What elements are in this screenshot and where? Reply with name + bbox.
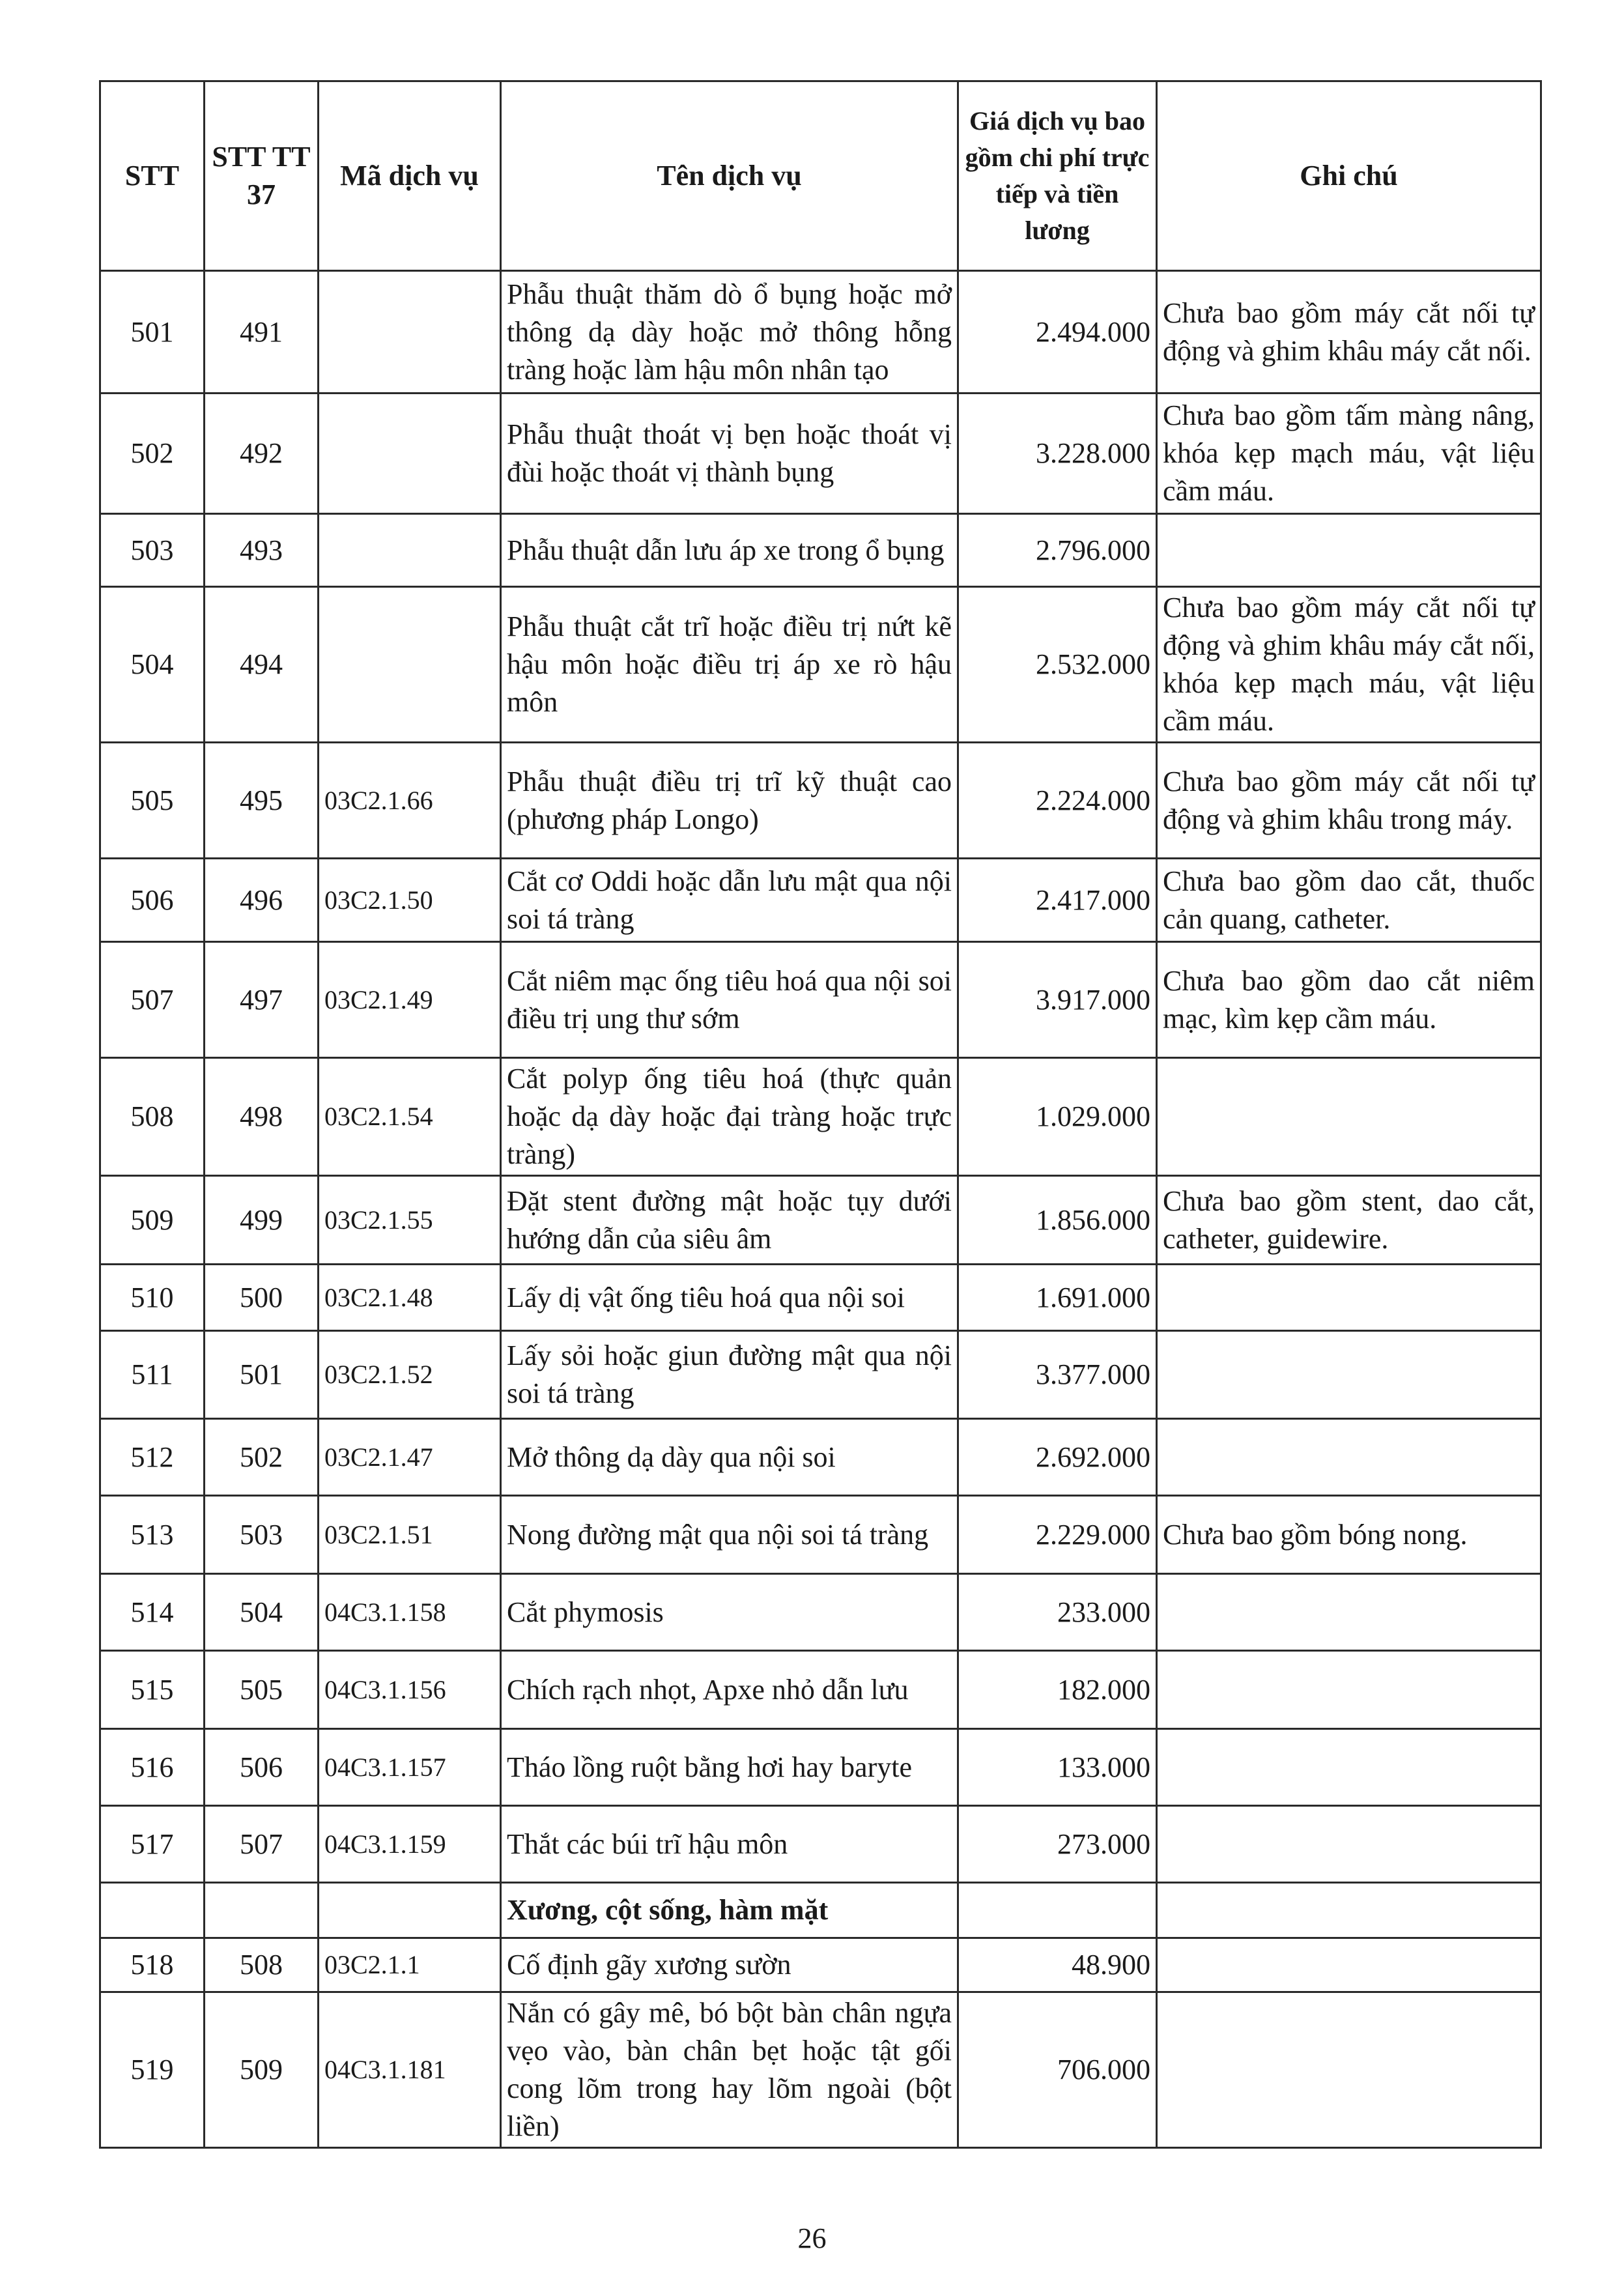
cell-service-name: Cắt cơ Oddi hoặc dẫn lưu mật qua nội soi tá tràng bbox=[501, 859, 958, 942]
cell-service-price: 273.000 bbox=[958, 1806, 1157, 1883]
cell-note: Chưa bao gồm stent, dao cắt, catheter, guidewire. bbox=[1157, 1176, 1541, 1265]
cell-service-code bbox=[319, 271, 501, 394]
cell-service-name: Nong đường mật qua nội soi tá tràng bbox=[501, 1496, 958, 1574]
cell-service-name: Cắt polyp ống tiêu hoá (thực quản hoặc dạ dày hoặc đại tràng hoặc trực tràng) bbox=[501, 1058, 958, 1176]
section-row bbox=[100, 1883, 1541, 1938]
table-row bbox=[100, 1729, 1541, 1806]
table-row bbox=[100, 1992, 1541, 2148]
table-row bbox=[100, 1265, 1541, 1331]
cell-stt: 511 bbox=[100, 1331, 205, 1419]
cell-service-code: 03C2.1.52 bbox=[319, 1331, 501, 1419]
cell-service-price: 1.856.000 bbox=[958, 1176, 1157, 1265]
cell-note bbox=[1157, 1806, 1541, 1883]
cell-service-name: Phẫu thuật cắt trĩ hoặc điều trị nứt kẽ hậu môn hoặc điều trị áp xe rò hậu môn bbox=[501, 587, 958, 743]
cell-note bbox=[1157, 1651, 1541, 1729]
cell-stt: 509 bbox=[100, 1176, 205, 1265]
header-service-code: Mã dịch vụ bbox=[319, 81, 501, 271]
cell-service-price: 1.691.000 bbox=[958, 1265, 1157, 1331]
cell-service-name: Lấy dị vật ống tiêu hoá qua nội soi bbox=[501, 1265, 958, 1331]
cell-note: Chưa bao gồm máy cắt nối tự động và ghim khâu trong máy. bbox=[1157, 743, 1541, 859]
header-service-price: Giá dịch vụ bao gồm chi phí trực tiếp và tiền lương bbox=[958, 81, 1157, 271]
cell-service-price: 2.494.000 bbox=[958, 271, 1157, 394]
cell-stt-tt37: 499 bbox=[205, 1176, 319, 1265]
cell-service-code: 04C3.1.159 bbox=[319, 1806, 501, 1883]
cell-stt-tt37: 504 bbox=[205, 1574, 319, 1651]
cell-service-code bbox=[319, 1883, 501, 1938]
cell-service-code: 04C3.1.158 bbox=[319, 1574, 501, 1651]
cell-service-price: 2.532.000 bbox=[958, 587, 1157, 743]
service-price-table bbox=[99, 80, 1542, 2149]
cell-note: Chưa bao gồm dao cắt, thuốc cản quang, catheter. bbox=[1157, 859, 1541, 942]
cell-stt: 519 bbox=[100, 1992, 205, 2148]
cell-service-code bbox=[319, 394, 501, 514]
cell-service-price: 2.417.000 bbox=[958, 859, 1157, 942]
cell-note bbox=[1157, 1938, 1541, 1992]
cell-service-code: 04C3.1.156 bbox=[319, 1651, 501, 1729]
cell-service-name: Cố định gãy xương sườn bbox=[501, 1938, 958, 1992]
table-row bbox=[100, 1651, 1541, 1729]
cell-service-name: Tháo lồng ruột bằng hơi hay baryte bbox=[501, 1729, 958, 1806]
cell-service-name: Mở thông dạ dày qua nội soi bbox=[501, 1419, 958, 1496]
cell-stt-tt37: 498 bbox=[205, 1058, 319, 1176]
table-row bbox=[100, 1496, 1541, 1574]
cell-service-price: 706.000 bbox=[958, 1992, 1157, 2148]
cell-stt-tt37: 495 bbox=[205, 743, 319, 859]
cell-note bbox=[1157, 1883, 1541, 1938]
cell-service-code: 03C2.1.55 bbox=[319, 1176, 501, 1265]
cell-service-name: Phẫu thuật điều trị trĩ kỹ thuật cao (phương pháp Longo) bbox=[501, 743, 958, 859]
cell-service-price: 3.377.000 bbox=[958, 1331, 1157, 1419]
cell-service-name: Nắn có gây mê, bó bột bàn chân ngựa vẹo vào, bàn chân bẹt hoặc tật gối cong lõm trong hay lõm ngoài (bột liền) bbox=[501, 1992, 958, 2148]
cell-stt: 516 bbox=[100, 1729, 205, 1806]
cell-service-code bbox=[319, 514, 501, 587]
cell-service-price: 1.029.000 bbox=[958, 1058, 1157, 1176]
cell-note: Chưa bao gồm máy cắt nối tự động và ghim khâu máy cắt nối. bbox=[1157, 271, 1541, 394]
cell-service-code: 04C3.1.157 bbox=[319, 1729, 501, 1806]
cell-stt: 501 bbox=[100, 271, 205, 394]
cell-stt: 512 bbox=[100, 1419, 205, 1496]
cell-stt: 508 bbox=[100, 1058, 205, 1176]
cell-service-code: 03C2.1.47 bbox=[319, 1419, 501, 1496]
cell-service-name: Phẫu thuật thoát vị bẹn hoặc thoát vị đùi hoặc thoát vị thành bụng bbox=[501, 394, 958, 514]
table-row bbox=[100, 514, 1541, 587]
table-row bbox=[100, 1938, 1541, 1992]
cell-note bbox=[1157, 1729, 1541, 1806]
cell-stt: 510 bbox=[100, 1265, 205, 1331]
cell-service-price bbox=[958, 1883, 1157, 1938]
cell-service-code: 04C3.1.181 bbox=[319, 1992, 501, 2148]
cell-service-code: 03C2.1.49 bbox=[319, 942, 501, 1058]
cell-stt-tt37: 502 bbox=[205, 1419, 319, 1496]
table-row bbox=[100, 1806, 1541, 1883]
cell-stt bbox=[100, 1883, 205, 1938]
table-header-row bbox=[100, 81, 1541, 271]
cell-note: Chưa bao gồm máy cắt nối tự động và ghim khâu máy cắt nối, khóa kẹp mạch máu, vật liệu cầm máu. bbox=[1157, 587, 1541, 743]
table-row bbox=[100, 1176, 1541, 1265]
header-note: Ghi chú bbox=[1157, 81, 1541, 271]
cell-stt-tt37: 492 bbox=[205, 394, 319, 514]
cell-service-price: 182.000 bbox=[958, 1651, 1157, 1729]
header-service-name: Tên dịch vụ bbox=[501, 81, 958, 271]
cell-stt: 517 bbox=[100, 1806, 205, 1883]
cell-stt-tt37: 494 bbox=[205, 587, 319, 743]
table-row bbox=[100, 1058, 1541, 1176]
cell-service-price: 2.224.000 bbox=[958, 743, 1157, 859]
cell-stt: 513 bbox=[100, 1496, 205, 1574]
table-row bbox=[100, 587, 1541, 743]
cell-service-code: 03C2.1.66 bbox=[319, 743, 501, 859]
cell-stt-tt37: 505 bbox=[205, 1651, 319, 1729]
cell-stt: 504 bbox=[100, 587, 205, 743]
cell-stt-tt37: 497 bbox=[205, 942, 319, 1058]
cell-service-name: Cắt phymosis bbox=[501, 1574, 958, 1651]
cell-stt-tt37: 500 bbox=[205, 1265, 319, 1331]
header-stt: STT bbox=[100, 81, 205, 271]
cell-service-name: Phẫu thuật dẫn lưu áp xe trong ổ bụng bbox=[501, 514, 958, 587]
cell-service-code: 03C2.1.48 bbox=[319, 1265, 501, 1331]
cell-service-price: 3.917.000 bbox=[958, 942, 1157, 1058]
table-row bbox=[100, 859, 1541, 942]
cell-stt-tt37: 491 bbox=[205, 271, 319, 394]
cell-service-price: 2.796.000 bbox=[958, 514, 1157, 587]
table-body bbox=[100, 271, 1541, 2148]
cell-service-code: 03C2.1.51 bbox=[319, 1496, 501, 1574]
cell-service-price: 48.900 bbox=[958, 1938, 1157, 1992]
cell-stt-tt37 bbox=[205, 1883, 319, 1938]
cell-service-price: 133.000 bbox=[958, 1729, 1157, 1806]
cell-note bbox=[1157, 1992, 1541, 2148]
cell-service-code: 03C2.1.1 bbox=[319, 1938, 501, 1992]
cell-note bbox=[1157, 1331, 1541, 1419]
cell-note bbox=[1157, 1419, 1541, 1496]
table-row bbox=[100, 942, 1541, 1058]
cell-note bbox=[1157, 514, 1541, 587]
cell-stt: 505 bbox=[100, 743, 205, 859]
cell-note: Chưa bao gồm dao cắt niêm mạc, kìm kẹp cầm máu. bbox=[1157, 942, 1541, 1058]
table-row bbox=[100, 1331, 1541, 1419]
cell-service-name: Chích rạch nhọt, Apxe nhỏ dẫn lưu bbox=[501, 1651, 958, 1729]
table-row bbox=[100, 743, 1541, 859]
table-row bbox=[100, 1419, 1541, 1496]
table-row bbox=[100, 1574, 1541, 1651]
cell-stt-tt37: 501 bbox=[205, 1331, 319, 1419]
cell-stt-tt37: 506 bbox=[205, 1729, 319, 1806]
cell-stt: 502 bbox=[100, 394, 205, 514]
cell-stt: 518 bbox=[100, 1938, 205, 1992]
cell-service-code: 03C2.1.54 bbox=[319, 1058, 501, 1176]
header-stt-tt37: STT TT 37 bbox=[205, 81, 319, 271]
cell-stt: 506 bbox=[100, 859, 205, 942]
cell-service-price: 233.000 bbox=[958, 1574, 1157, 1651]
cell-stt-tt37: 503 bbox=[205, 1496, 319, 1574]
cell-service-name: Đặt stent đường mật hoặc tụy dưới hướng dẫn của siêu âm bbox=[501, 1176, 958, 1265]
cell-service-price: 2.229.000 bbox=[958, 1496, 1157, 1574]
cell-stt-tt37: 508 bbox=[205, 1938, 319, 1992]
cell-service-name: Xương, cột sống, hàm mặt bbox=[501, 1883, 958, 1938]
cell-service-name: Lấy sỏi hoặc giun đường mật qua nội soi tá tràng bbox=[501, 1331, 958, 1419]
cell-service-price: 3.228.000 bbox=[958, 394, 1157, 514]
cell-service-name: Cắt niêm mạc ống tiêu hoá qua nội soi điều trị ung thư sớm bbox=[501, 942, 958, 1058]
cell-note: Chưa bao gồm bóng nong. bbox=[1157, 1496, 1541, 1574]
cell-stt: 507 bbox=[100, 942, 205, 1058]
table-row bbox=[100, 271, 1541, 394]
cell-service-price: 2.692.000 bbox=[958, 1419, 1157, 1496]
cell-note bbox=[1157, 1574, 1541, 1651]
cell-note bbox=[1157, 1058, 1541, 1176]
cell-service-code bbox=[319, 587, 501, 743]
cell-stt-tt37: 509 bbox=[205, 1992, 319, 2148]
table-row bbox=[100, 394, 1541, 514]
cell-stt: 514 bbox=[100, 1574, 205, 1651]
cell-service-code: 03C2.1.50 bbox=[319, 859, 501, 942]
cell-stt-tt37: 507 bbox=[205, 1806, 319, 1883]
cell-stt: 515 bbox=[100, 1651, 205, 1729]
page-number: 26 bbox=[797, 2222, 827, 2254]
cell-stt-tt37: 496 bbox=[205, 859, 319, 942]
cell-stt-tt37: 493 bbox=[205, 514, 319, 587]
cell-stt: 503 bbox=[100, 514, 205, 587]
cell-service-name: Phẫu thuật thăm dò ổ bụng hoặc mở thông dạ dày hoặc mở thông hỗng tràng hoặc làm hậu môn nhân tạo bbox=[501, 271, 958, 394]
cell-note bbox=[1157, 1265, 1541, 1331]
cell-note: Chưa bao gồm tấm màng nâng, khóa kẹp mạch máu, vật liệu cầm máu. bbox=[1157, 394, 1541, 514]
cell-service-name: Thắt các búi trĩ hậu môn bbox=[501, 1806, 958, 1883]
